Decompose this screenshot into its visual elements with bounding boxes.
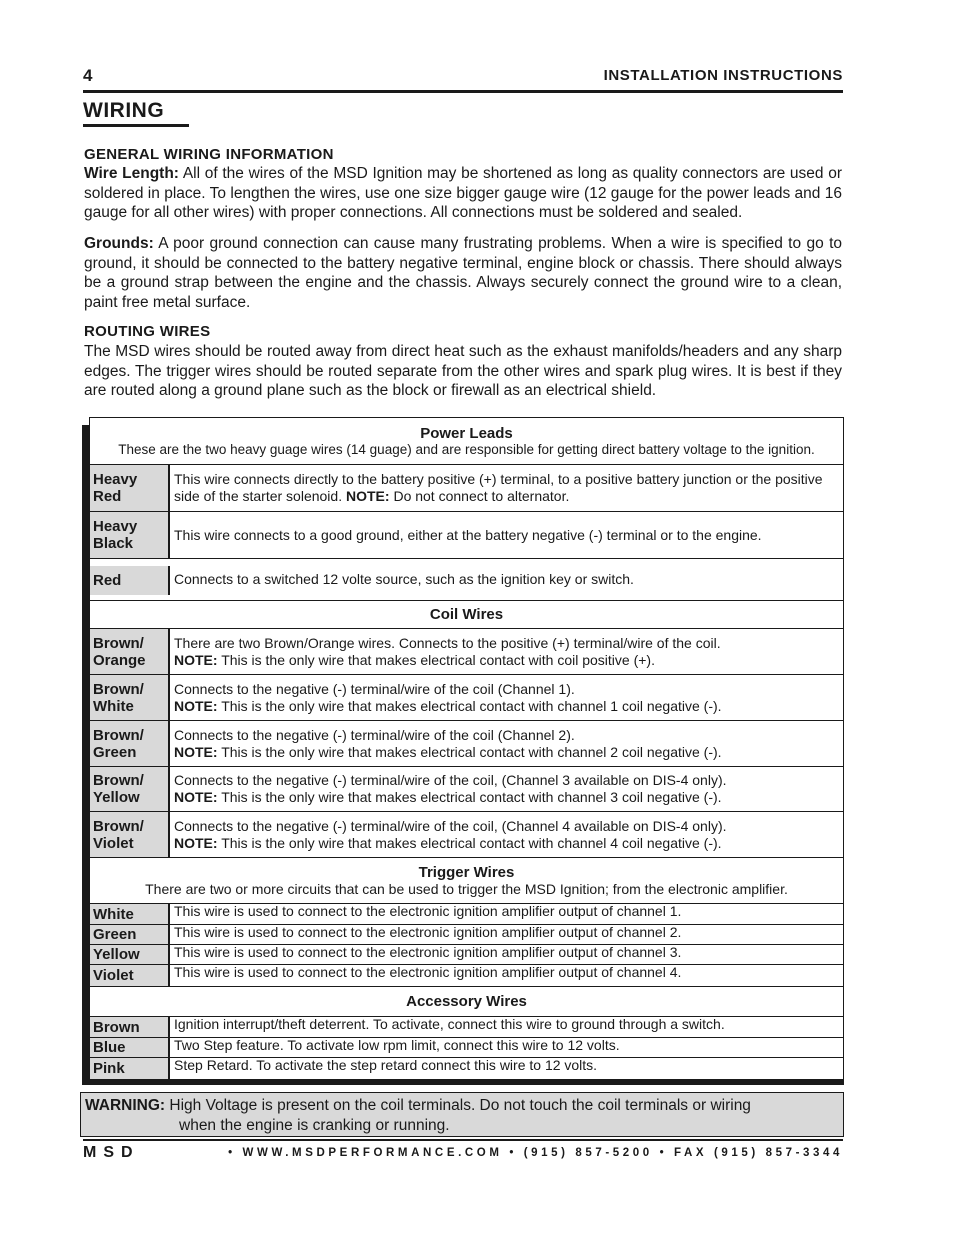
wire-name: Blue (90, 1038, 170, 1057)
table-row (90, 812, 843, 858)
page-footer (83, 1144, 843, 1162)
grounds-label: Grounds: (84, 235, 154, 252)
wire-name: Brown/ Green (90, 721, 170, 766)
table-row (90, 721, 843, 767)
wire-description: Connects to the negative (-) terminal/wire of the coil (Channel 1). NOTE: This is the only wire that makes electrical contact with channel 1 coil negative (-). (174, 680, 722, 714)
footer-rule (83, 1139, 843, 1141)
power-leads-subtitle: These are the two heavy guage wires (14 guage) and are responsible for getting direct battery voltage to the ignition. (118, 442, 815, 457)
wire-name: Violet (90, 965, 170, 986)
trigger-wires-subtitle: There are two or more circuits that can be used to trigger the MSD Ignition; from the electronic amplifier. (145, 881, 788, 897)
table-row (90, 512, 843, 559)
coil-wires-title: Coil Wires (429, 606, 504, 623)
table-row (90, 904, 843, 925)
grounds-text: A poor ground connection can cause many frustrating problems. When a wire is specified to go to ground, it should be connected to the battery negative terminal, engine block or chassis. There should always be a ground strap between the engine and the chassis. Always securely connect the ground wire to a clean, paint free metal surface. (84, 235, 842, 311)
routing-wires-heading: ROUTING WIRES (84, 323, 211, 340)
table-row (90, 675, 843, 721)
wire-name: Brown/ Orange (90, 629, 170, 674)
wire-description: Two Step feature. To activate low rpm limit, connect this wire to 12 volts. (174, 1037, 620, 1053)
wire-description: This wire is used to connect to the electronic ignition amplifier output of channel 1. (174, 903, 682, 919)
wire-description: Connects to the negative (-) terminal/wire of the coil, (Channel 4 available on DIS-4 only). NOTE: This is the only wire that makes electrical contact with channel 4 coil negative (-). (174, 817, 727, 851)
general-wiring-heading: GENERAL WIRING INFORMATION (84, 146, 334, 163)
warning-text-line1: High Voltage is present on the coil terminals. Do not touch the coil terminals or wiring (169, 1097, 751, 1114)
header-rule (83, 90, 843, 93)
trigger-wires-header (90, 858, 843, 904)
wire-name: Green (90, 925, 170, 944)
wire-length-text: All of the wires of the MSD Ignition may be shortened as long as quality connectors are used or soldered in place. To lengthen the wires, use one size bigger gauge wire (12 gauge for the power leads and 16 gauge for all other wires) with proper connections. All connections must be soldered and sealed. (84, 165, 842, 221)
wire-description: There are two Brown/Orange wires. Connects to the positive (+) terminal/wire of the coil. NOTE: This is the only wire that makes electrical contact with coil positive (+). (174, 634, 721, 668)
coil-wires-header (90, 601, 843, 629)
table-row (90, 945, 843, 965)
table-row (90, 767, 843, 812)
table-row (90, 1038, 843, 1058)
warning-box (80, 1092, 844, 1137)
grounds-paragraph (84, 234, 842, 312)
wire-description: This wire connects to a good ground, either at the battery negative (-) terminal or to the engine. (174, 526, 762, 543)
wire-table (89, 417, 844, 1080)
footer-contact: • WWW.MSDPERFORMANCE.COM • (915) 857-5200 • FAX (915) 857-3344 (228, 1147, 843, 1159)
wire-name: Heavy Red (90, 465, 170, 511)
wire-description: Ignition interrupt/theft deterrent. To activate, connect this wire to ground through a switch. (174, 1016, 725, 1032)
wire-description: Step Retard. To activate the step retard connect this wire to 12 volts. (174, 1057, 598, 1073)
power-leads-header (90, 418, 843, 465)
section-title-underline (83, 124, 189, 127)
wire-name: Pink (90, 1058, 170, 1079)
wire-description: This wire connects directly to the battery positive (+) terminal, to a positive battery junction or the positive side of the starter solenoid. NOTE: Do not connect to alternator. (174, 471, 823, 504)
wire-description: Connects to the negative (-) terminal/wire of the coil, (Channel 3 available on DIS-4 only). NOTE: This is the only wire that makes electrical contact with channel 3 coil negative (-). (174, 772, 727, 805)
wire-name: White (90, 904, 170, 924)
table-row (90, 1058, 843, 1079)
running-head: INSTALLATION INSTRUCTIONS (603, 67, 843, 84)
footer-brand: MSD (83, 1144, 140, 1161)
wire-name: Brown/ Violet (90, 812, 170, 857)
warning-label: WARNING: (85, 1097, 166, 1114)
table-row (90, 559, 843, 601)
wire-description: Connects to a switched 12 volte source, such as the ignition key or switch. (174, 571, 634, 587)
power-leads-title: Power Leads (420, 425, 513, 442)
table-row (90, 925, 843, 945)
wire-name: Brown/ Yellow (90, 767, 170, 811)
section-title: WIRING (83, 99, 165, 122)
wire-description: This wire is used to connect to the electronic ignition amplifier output of channel 2. (174, 924, 682, 940)
wire-description: This wire is used to connect to the electronic ignition amplifier output of channel 3. (174, 944, 682, 960)
warning-text-line2: when the engine is cranking or running. (179, 1116, 450, 1134)
wire-name: Brown/ White (90, 675, 170, 720)
wire-description: Connects to the negative (-) terminal/wire of the coil (Channel 2). NOTE: This is the only wire that makes electrical contact with channel 2 coil negative (-). (174, 726, 722, 760)
accessory-wires-header (90, 987, 843, 1017)
page-header (83, 66, 843, 88)
table-row (90, 629, 843, 675)
routing-wires-paragraph: The MSD wires should be routed away from direct heat such as the exhaust manifolds/headers and any sharp edges. The trigger wires should be routed separate from the other wires and spark plug wires. It is best if they are routed along a ground plane such as the block or firewall as an electrical shield. (84, 343, 842, 399)
table-row (90, 1017, 843, 1038)
table-row (90, 465, 843, 512)
wire-length-paragraph (84, 164, 842, 223)
wire-name: Red (90, 566, 170, 595)
accessory-wires-title: Accessory Wires (406, 993, 527, 1010)
wire-length-label: Wire Length: (84, 165, 179, 182)
trigger-wires-title: Trigger Wires (418, 864, 515, 881)
wire-name: Brown (90, 1017, 170, 1037)
wire-name: Yellow (90, 945, 170, 964)
wire-name: Heavy Black (90, 512, 170, 558)
page-number: 4 (83, 66, 93, 85)
table-row (90, 965, 843, 987)
wire-description: This wire is used to connect to the electronic ignition amplifier output of channel 4. (174, 964, 682, 980)
